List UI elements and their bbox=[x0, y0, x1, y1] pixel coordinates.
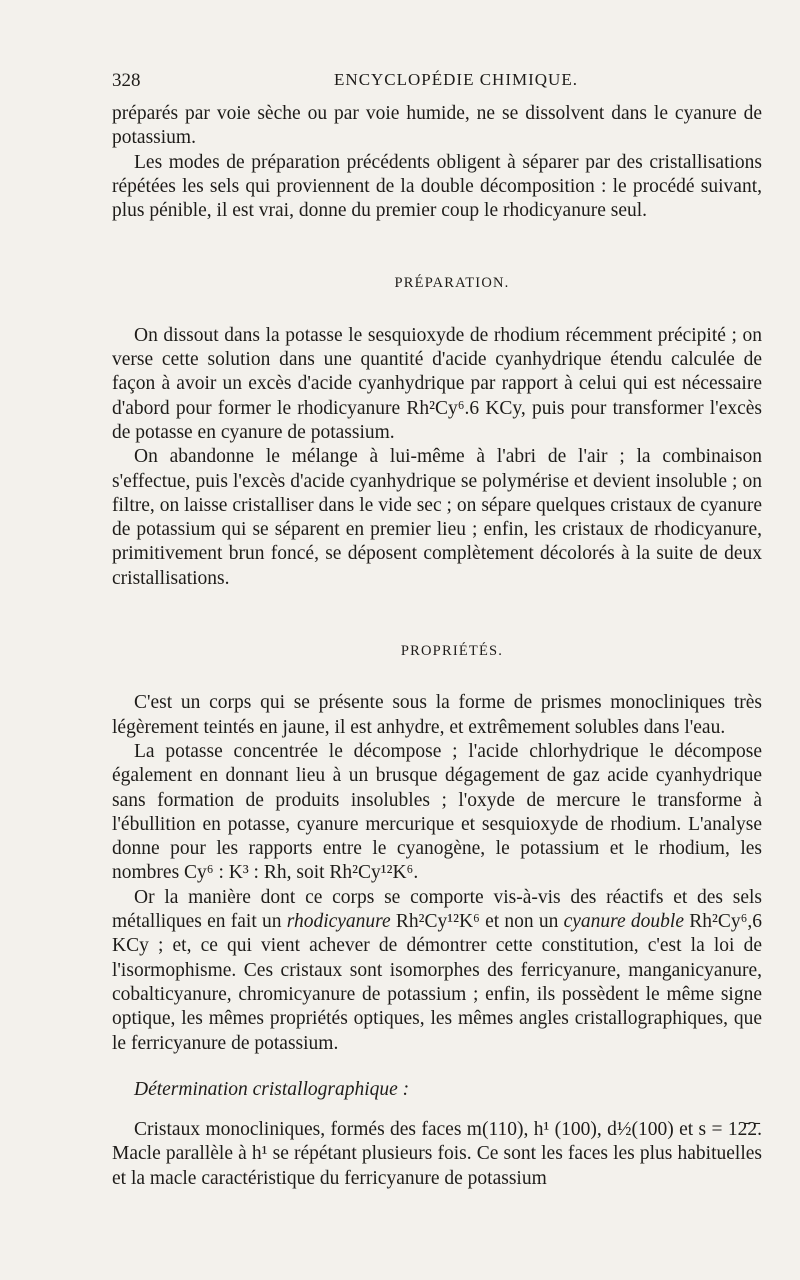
paragraph-proprietes-2: La potasse concentrée le décompose ; l'acide chlorhydrique le décompose également en donnant lieu à un brusque dégagement de gaz acide cyanhydrique sans formation de produits insolubles ; l'oxyde de mercure le transforme à l'ébullition en potasse, cyanure mercurique et sesquioxyde de rhodium. L'analyse donne pour les rapports entre le cyanogène, le potassium et le rhodium, les nombres Cy⁶ : K³ : Rh, soit Rh²Cy¹²K⁶. bbox=[112, 740, 762, 884]
p3-italic-cyanure-double: cyanure double bbox=[563, 911, 684, 933]
subsection-title-crystallography: Détermination cristallographique : bbox=[134, 1078, 410, 1100]
p3-italic-rhodicyanure: rhodicyanure bbox=[286, 911, 391, 933]
page-number: 328 bbox=[112, 70, 141, 91]
page-header bbox=[112, 70, 760, 94]
paragraph-proprietes-1: C'est un corps qui se présente sous la forme de prismes monocliniques très légèrement teintés en jaune, il est anhydre, et extrêmement solubles dans l'eau. bbox=[112, 692, 762, 738]
p3-text-3: Rh²Cy⁶,6 KCy ; et, ce qui vient achever de démontrer cette constitution, c'est la loi de l'isormophisme. Ces cristaux sont isomorphes des ferricyanure, manganicyanure, cobalticyanure, chromicyanure de potassium ; enfin, ils possèdent le même signe optique, les mêmes propriétés optiques, les mêmes angles cristallographiques, que le ferricyanure de potassium. bbox=[112, 911, 762, 1054]
paragraph-proprietes-3 bbox=[112, 886, 762, 1056]
running-title: ENCYCLOPÉDIE CHIMIQUE. bbox=[334, 70, 578, 89]
p3-text-2: Rh²Cy¹²K⁶ et non un bbox=[390, 911, 564, 933]
paragraph-crystallography: Cristaux monocliniques, formés des faces m(110), h¹ (100), d½(100) et s = 12̄2̄. Macle parallèle à h¹ se répétant plusieurs fois. Ce sont les faces les plus habituelles et la macle caractéristique du ferricyanure de potassium bbox=[112, 1119, 762, 1189]
page-body bbox=[112, 102, 762, 1191]
section-title-proprietes: PROPRIÉTÉS. bbox=[400, 643, 504, 660]
section-title-preparation: PRÉPARATION. bbox=[394, 275, 510, 292]
paragraph-intro-2: Les modes de préparation précédents obligent à séparer par des cristallisations répétées les sels qui proviennent de la double décomposition : le procédé suivant, plus pénible, il est vrai, donne du premier coup le rhodicyanure seul. bbox=[112, 151, 762, 222]
paragraph-intro-1: préparés par voie sèche ou par voie humide, ne se dissolvent dans le cyanure de potassium. bbox=[112, 103, 762, 149]
paragraph-preparation-1: On dissout dans la potasse le sesquioxyde de rhodium récemment précipité ; on verse cette solution dans une quantité d'acide cyanhydrique étendu calculée de façon à avoir un excès d'acide cyanhydrique par rapport à celui qui est nécessaire d'abord pour former le rhodicyanure Rh²Cy⁶.6 KCy, puis pour transformer l'excès de potasse en cyanure de potassium. bbox=[112, 324, 762, 443]
paragraph-preparation-2: On abandonne le mélange à lui-même à l'abri de l'air ; la combinaison s'effectue, puis l'excès d'acide cyanhydrique se polymérise et devient insoluble ; on filtre, on laisse cristalliser dans le vide sec ; on sépare quelques cristaux de cyanure de potassium qui se séparent en premier lieu ; enfin, les cristaux de rhodicyanure, primitivement brun foncé, se déposent complètement décolorés à la suite de deux cristallisations. bbox=[112, 446, 762, 589]
p3-text-1: Or la manière dont ce corps se comporte vis-à-vis des réactifs et des sels métalliques en fait un bbox=[112, 886, 762, 933]
